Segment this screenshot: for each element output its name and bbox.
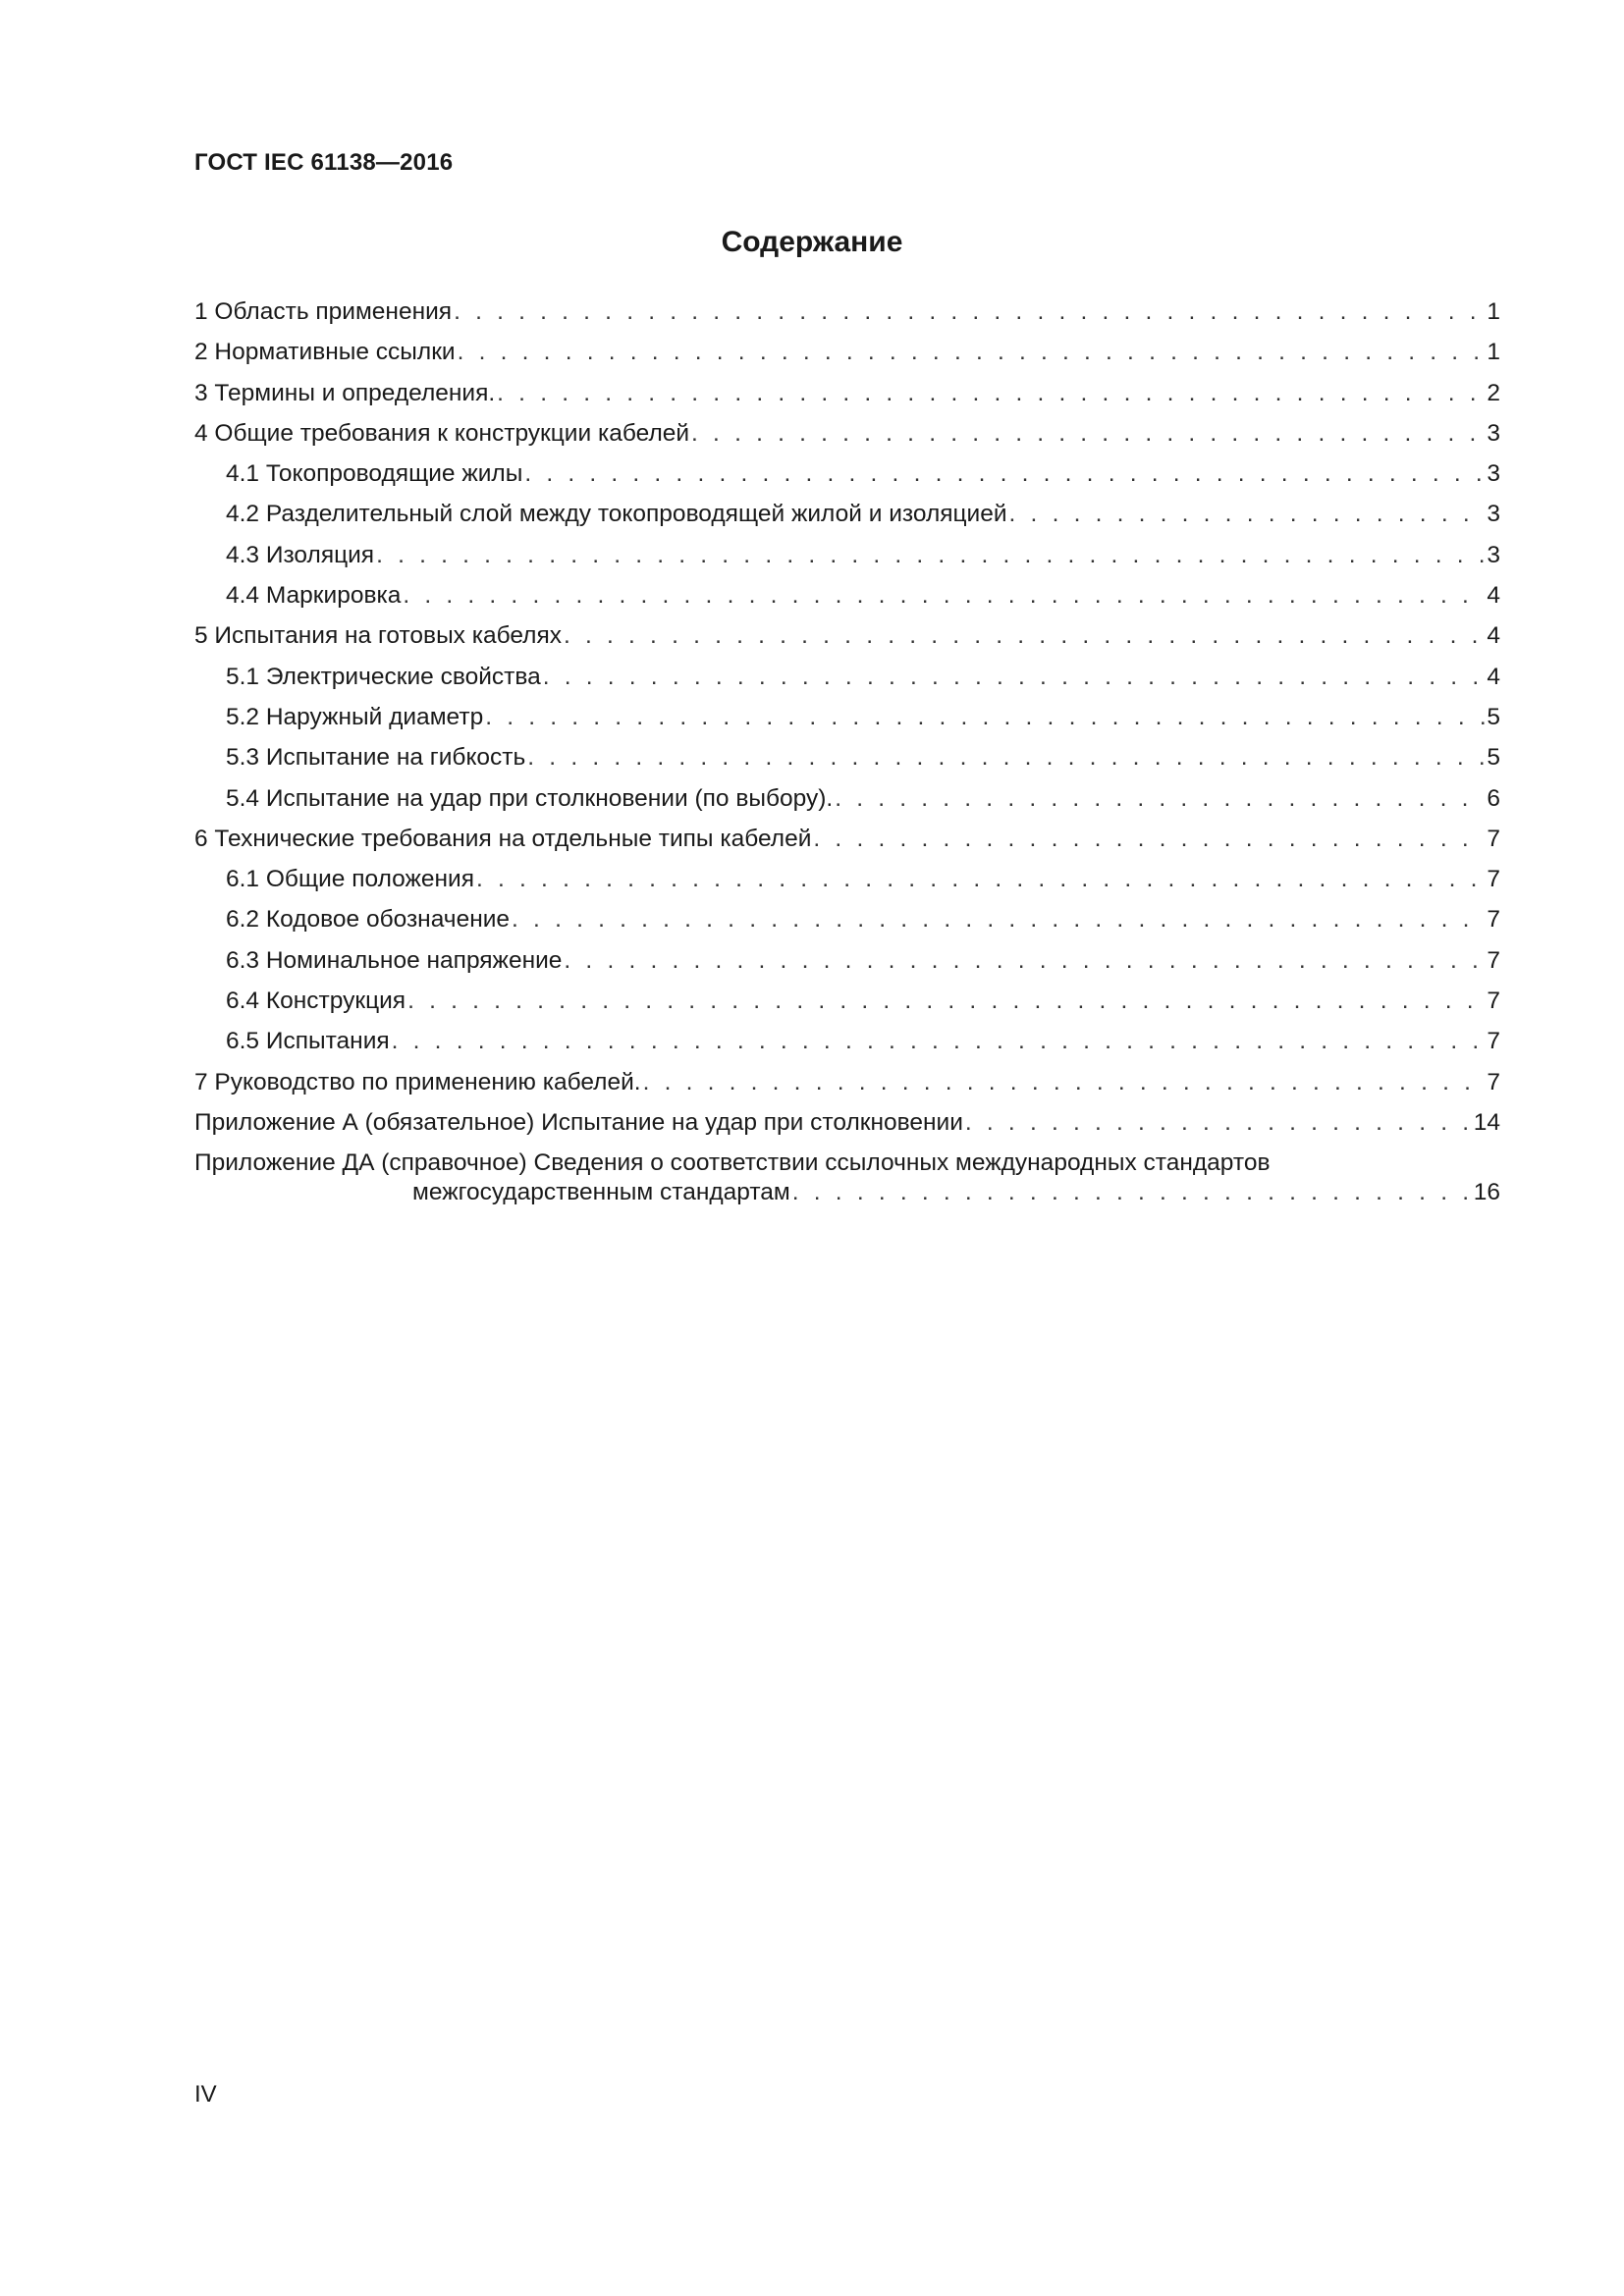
leader-dots [643, 1068, 1486, 1097]
toc-entry-page: 5 [1487, 744, 1500, 772]
toc-entry-label: 4.1 Токопроводящие жилы [226, 460, 523, 488]
toc-entry-5-2[interactable] [194, 703, 1500, 743]
toc-entry-page: 5 [1487, 703, 1500, 730]
toc-entry-label: Приложение А (обязательное) Испытание на удар при столкновении [194, 1108, 963, 1136]
leader-dots [813, 825, 1485, 854]
toc-entry-label: Приложение ДА (справочное) Сведения о соответствии ссылочных международных стандартов [194, 1149, 1271, 1177]
toc-entry-3[interactable] [194, 379, 1500, 419]
leader-dots [485, 703, 1485, 732]
toc-entry-4-2[interactable] [194, 500, 1500, 540]
leader-dots [564, 621, 1485, 651]
toc-entry-label: 6.3 Номинальное напряжение [226, 946, 563, 974]
toc-entry-page: 7 [1487, 906, 1500, 934]
toc-entry-label: 4.3 Изоляция [226, 541, 375, 568]
toc-entry-appendix-a[interactable] [194, 1108, 1500, 1148]
leader-dots [792, 1178, 1472, 1207]
leader-dots [564, 946, 1485, 976]
toc-entry-label: 6.5 Испытания [226, 1028, 390, 1055]
toc-entry-5-1[interactable] [194, 663, 1500, 703]
leader-dots [512, 905, 1485, 934]
table-of-contents [194, 297, 1500, 1209]
toc-entry-page: 4 [1487, 582, 1500, 610]
toc-entry-label-continued: межгосударственным стандартам [412, 1179, 790, 1206]
leader-dots [691, 419, 1485, 449]
toc-entry-label: 6.1 Общие положения [226, 866, 475, 893]
toc-entry-page: 3 [1487, 501, 1500, 528]
toc-entry-6-4[interactable] [194, 987, 1500, 1027]
leader-dots [403, 581, 1485, 611]
toc-entry-label: 3 Термины и определения. [194, 379, 496, 406]
toc-entry-label: 7 Руководство по применению кабелей. [194, 1068, 641, 1095]
leader-dots [543, 663, 1486, 692]
toc-entry-label: 5 Испытания на готовых кабелях [194, 622, 562, 650]
leader-dots [476, 865, 1485, 894]
toc-entry-label: 2 Нормативные ссылки [194, 339, 456, 366]
toc-entry-6-1[interactable] [194, 865, 1500, 905]
toc-entry-page: 7 [1487, 946, 1500, 974]
page-number: IV [194, 2081, 217, 2108]
toc-entry-label: 6.2 Кодовое обозначение [226, 906, 511, 934]
leader-dots [392, 1027, 1486, 1056]
toc-entry-label: 4.4 Маркировка [226, 582, 402, 610]
toc-entry-5[interactable] [194, 621, 1500, 662]
leader-dots [458, 338, 1486, 367]
toc-entry-1[interactable] [194, 297, 1500, 338]
toc-entry-page: 16 [1473, 1179, 1500, 1206]
toc-entry-page: 1 [1487, 298, 1500, 325]
document-id-header: ГОСТ IEC 61138—2016 [194, 149, 454, 176]
toc-entry-4[interactable] [194, 419, 1500, 459]
leader-dots [965, 1108, 1472, 1138]
toc-entry-label: 4 Общие требования к конструкции кабелей [194, 419, 690, 447]
toc-entry-label: 6 Технические требования на отдельные типы кабелей [194, 825, 812, 852]
toc-entry-4-1[interactable] [194, 459, 1500, 500]
toc-entry-page: 7 [1487, 825, 1500, 852]
toc-entry-6-2[interactable] [194, 905, 1500, 945]
toc-entry-page: 2 [1487, 379, 1500, 406]
toc-entry-page: 3 [1487, 419, 1500, 447]
toc-entry-6[interactable] [194, 825, 1500, 865]
toc-entry-label: 5.3 Испытание на гибкость [226, 744, 526, 772]
toc-entry-5-3[interactable] [194, 743, 1500, 783]
toc-entry-continuation [194, 1178, 1500, 1209]
toc-entry-page: 4 [1487, 622, 1500, 650]
toc-entry-6-3[interactable] [194, 946, 1500, 987]
toc-entry-page: 7 [1487, 866, 1500, 893]
toc-entry-page: 4 [1487, 663, 1500, 690]
toc-entry-4-4[interactable] [194, 581, 1500, 621]
leader-dots [376, 541, 1485, 570]
toc-entry-4-3[interactable] [194, 541, 1500, 581]
toc-entry-2[interactable] [194, 338, 1500, 378]
toc-entry-page: 6 [1487, 784, 1500, 812]
toc-entry-page: 7 [1487, 1068, 1500, 1095]
toc-entry-label: 5.1 Электрические свойства [226, 663, 541, 690]
toc-entry-page: 14 [1473, 1108, 1500, 1136]
toc-entry-label: 6.4 Конструкция [226, 988, 406, 1015]
toc-entry-page: 1 [1487, 339, 1500, 366]
toc-title: Содержание [721, 226, 903, 258]
toc-entry-appendix-da[interactable] [194, 1148, 1500, 1209]
toc-entry-page: 3 [1487, 541, 1500, 568]
leader-dots [524, 459, 1485, 489]
toc-entry-label: 5.4 Испытание на удар при столкновении (по выбору). [226, 784, 834, 812]
toc-entry-label: 5.2 Наружный диаметр [226, 703, 484, 730]
toc-entry-page: 3 [1487, 460, 1500, 488]
leader-dots [454, 297, 1485, 327]
toc-entry-page: 7 [1487, 988, 1500, 1015]
leader-dots [835, 784, 1485, 814]
leader-dots [407, 987, 1485, 1016]
leader-dots [1009, 500, 1486, 529]
toc-entry-label: 4.2 Разделительный слой между токопроводящей жилой и изоляцией [226, 501, 1007, 528]
toc-entry-label: 1 Область применения [194, 298, 453, 325]
toc-entry-7[interactable] [194, 1068, 1500, 1108]
leader-dots [497, 379, 1485, 408]
toc-entry-page: 7 [1487, 1028, 1500, 1055]
toc-entry-6-5[interactable] [194, 1027, 1500, 1067]
toc-entry-5-4[interactable] [194, 784, 1500, 825]
leader-dots [527, 743, 1485, 773]
